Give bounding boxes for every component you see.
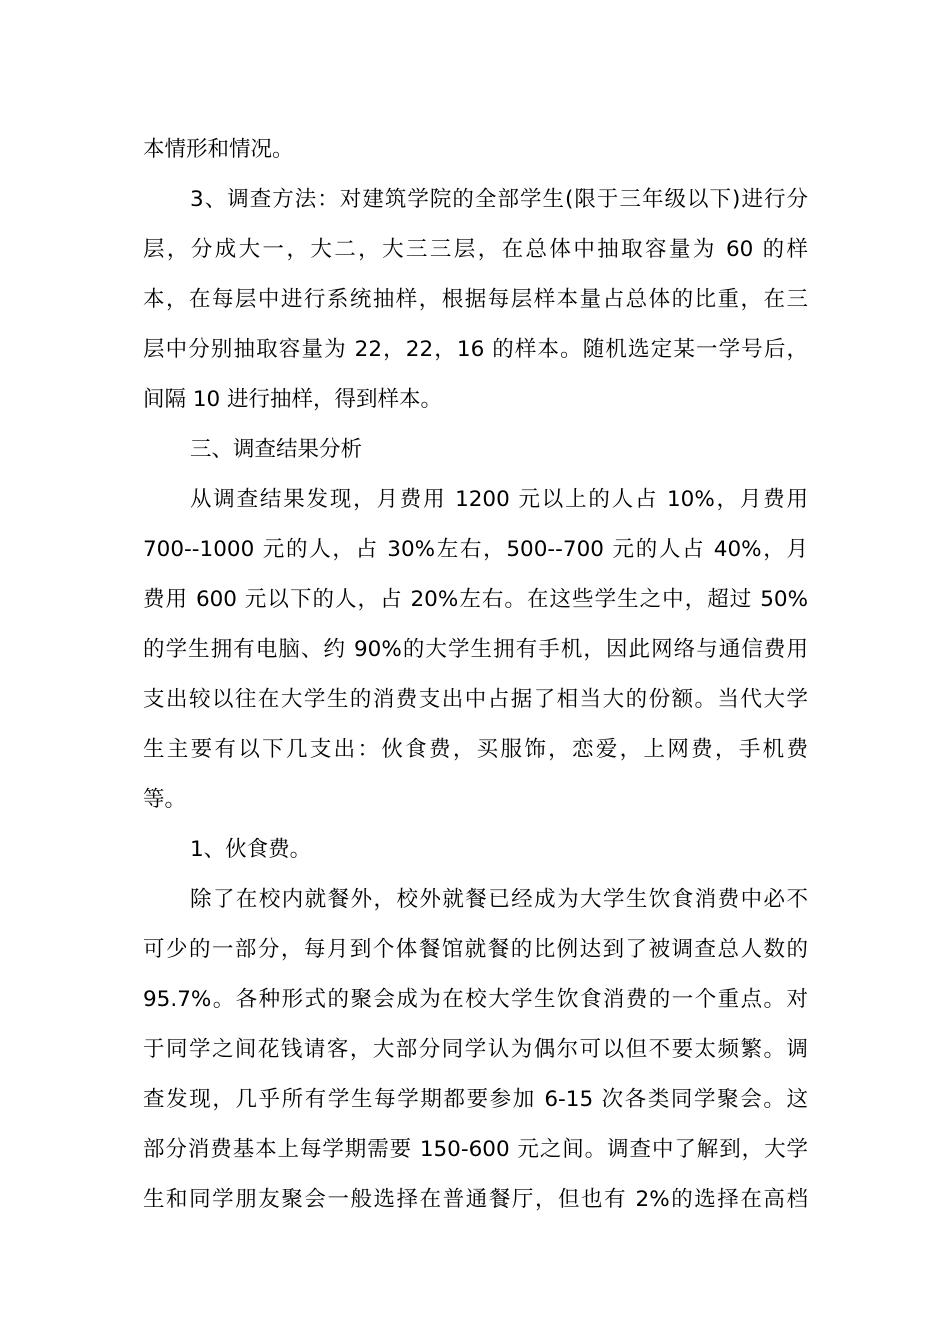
text-line: 于同学之间花钱请客，大部分同学认为偶尔可以但不要太频繁。调 bbox=[143, 1037, 808, 1062]
text-line: 本情形和情况。 bbox=[143, 137, 294, 162]
section-heading: 三、调查结果分析 bbox=[190, 437, 363, 462]
subsection-heading: 1、伙食费。 bbox=[190, 837, 312, 862]
text-line: 等。 bbox=[143, 787, 187, 812]
text-line: 700--1000 元的人，占 30%左右，500--700 元的人占 40%，月 bbox=[143, 537, 808, 562]
text-line: 层中分别抽取容量为 22，22，16 的样本。随机选定某一学号后， bbox=[143, 337, 808, 362]
text-line: 可少的一部分，每月到个体餐馆就餐的比例达到了被调查总人数的 bbox=[143, 937, 808, 962]
text-line: 3、调查方法：对建筑学院的全部学生(限于三年级以下)进行分 bbox=[190, 187, 808, 212]
text-line: 查发现，几乎所有学生每学期都要参加 6-15 次各类同学聚会。这 bbox=[143, 1087, 808, 1112]
text-line: 95.7%。各种形式的聚会成为在校大学生饮食消费的一个重点。对 bbox=[143, 987, 808, 1012]
text-line: 层，分成大一，大二，大三三层，在总体中抽取容量为 60 的样 bbox=[143, 237, 808, 262]
text-line: 支出较以往在大学生的消费支出中占据了相当大的份额。当代大学 bbox=[143, 687, 808, 712]
text-line: 从调查结果发现，月费用 1200 元以上的人占 10%，月费用 bbox=[190, 487, 808, 512]
text-line: 本，在每层中进行系统抽样，根据每层样本量占总体的比重，在三 bbox=[143, 287, 808, 312]
text-line: 除了在校内就餐外，校外就餐已经成为大学生饮食消费中必不 bbox=[190, 887, 808, 912]
text-line: 的学生拥有电脑、约 90%的大学生拥有手机，因此网络与通信费用 bbox=[143, 637, 808, 662]
text-line: 部分消费基本上每学期需要 150-600 元之间。调查中了解到，大学 bbox=[143, 1137, 808, 1162]
text-line: 生主要有以下几支出：伙食费，买服饰，恋爱，上网费，手机费 bbox=[143, 737, 808, 762]
text-line: 生和同学朋友聚会一般选择在普通餐厅，但也有 2%的选择在高档 bbox=[143, 1187, 808, 1212]
text-line: 费用 600 元以下的人，占 20%左右。在这些学生之中，超过 50% bbox=[143, 587, 808, 612]
text-line: 间隔 10 进行抽样，得到样本。 bbox=[143, 387, 443, 412]
